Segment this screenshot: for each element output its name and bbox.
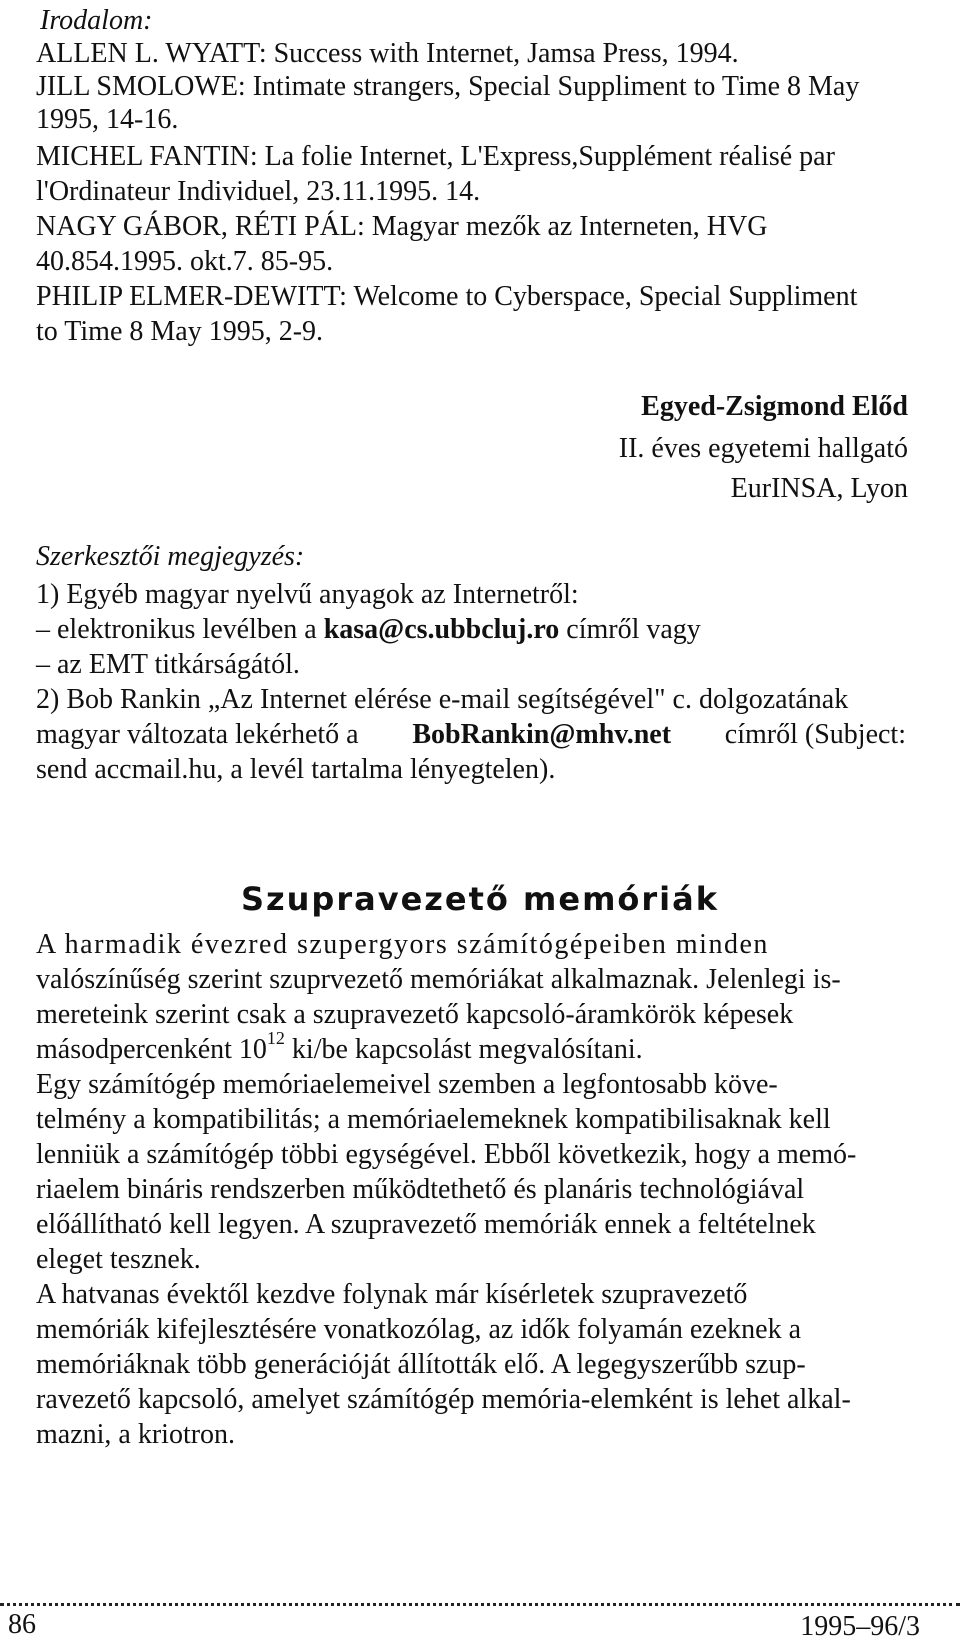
reference-line: NAGY GÁBOR, RÉTI PÁL: Magyar mezők az Interneten, HVG <box>36 211 768 242</box>
author-name: Egyed-Zsigmond Előd <box>641 391 908 422</box>
article-title: Szupravezető memóriák <box>240 880 720 918</box>
power-prefix: másodpercenként 10 <box>36 1034 267 1065</box>
article-paragraph-1-line-1: A harmadik évezred szupergyors számítógépeiben minden <box>36 929 769 960</box>
editor-note-item-2-line-2 <box>36 718 906 752</box>
exponent: 12 <box>266 1027 285 1048</box>
article-paragraph-3-line-3: memóriáknak több generációját állították elő. A legegyszerűbb szup- <box>36 1349 806 1380</box>
editor-note-bullet-1 <box>36 613 701 647</box>
references-heading: Irodalom: <box>40 5 153 36</box>
reference-line: MICHEL FANTIN: La folie Internet, L'Express,Supplément réalisé par <box>36 141 835 172</box>
page-number: 86 <box>8 1609 36 1640</box>
article-paragraph-1-line-3: mereteink szerint csak a szupravezető kapcsoló-áramkörök képesek <box>36 999 794 1030</box>
reference-line: JILL SMOLOWE: Intimate strangers, Special Suppliment to Time 8 May <box>36 71 860 102</box>
editor-note-item-1: 1) Egyéb magyar nyelvű anyagok az Internetről: <box>36 579 579 610</box>
kasa-email-link[interactable]: kasa@cs.ubbcluj.ro <box>323 614 560 645</box>
article-paragraph-2-line-2: telmény a kompatibilitás; a memóriaelemeknek kompatibilisaknak kell <box>36 1104 831 1135</box>
editor-note-heading: Szerkesztői megjegyzés: <box>36 541 305 572</box>
reference-line: PHILIP ELMER-DEWITT: Welcome to Cyberspace, Special Suppliment <box>36 281 858 312</box>
reference-line: 40.854.1995. okt.7. 85-95. <box>36 246 334 277</box>
bullet-1-prefix: – elektronikus levélben a <box>36 614 324 645</box>
bullet-1-suffix: címről vagy <box>559 614 701 645</box>
footer-divider <box>0 1603 960 1609</box>
article-paragraph-1-line-2: valószínűség szerint szuprvezető memóriákat alkalmaznak. Jelenlegi is- <box>36 964 841 995</box>
power-suffix: ki/be kapcsolást megvalósítani. <box>284 1034 643 1065</box>
issue-number: 1995–96/3 <box>800 1611 920 1642</box>
article-paragraph-2-line-3: lenniük a számítógép többi egységével. Ebből következik, hogy a memó- <box>36 1139 857 1170</box>
article-paragraph-2-line-5: előállítható kell legyen. A szupravezető memóriák ennek a feltételnek <box>36 1209 816 1240</box>
article-paragraph-1-line-4 <box>36 1027 643 1067</box>
article-paragraph-3-line-2: memóriák kifejlesztésére vonatkozólag, az idők folyamán ezeknek a <box>36 1314 801 1345</box>
reference-line: to Time 8 May 1995, 2-9. <box>36 316 324 347</box>
reference-line: l'Ordinateur Individuel, 23.11.1995. 14. <box>36 176 481 207</box>
editor-note-item-2-line-3: send accmail.hu, a levél tartalma lényegtelen). <box>36 754 556 785</box>
article-paragraph-3-line-5: mazni, a kriotron. <box>36 1419 236 1450</box>
article-paragraph-2-line-6: eleget tesznek. <box>36 1244 201 1275</box>
reference-line: 1995, 14-16. <box>36 104 179 135</box>
reference-line: ALLEN L. WYATT: Success with Internet, Jamsa Press, 1994. <box>36 38 739 69</box>
editor-note-item-2: 2) Bob Rankin „Az Internet elérése e-mail segítségével" c. dolgozatának <box>36 684 849 715</box>
article-paragraph-3-line-4: ravezető kapcsoló, amelyet számítógép memória-elemként is lehet alkal- <box>36 1384 851 1415</box>
article-paragraph-2-line-1: Egy számítógép memóriaelemeivel szemben a legfontosabb köve- <box>36 1069 778 1100</box>
bobrankin-email-link[interactable]: BobRankin@mhv.net <box>412 719 672 750</box>
item-2-suffix: címről (Subject: <box>717 719 906 750</box>
article-paragraph-3-line-1: A hatvanas évektől kezdve folynak már kísérletek szupravezető <box>36 1279 748 1310</box>
item-2-prefix: magyar változata lekérhető a <box>36 719 366 750</box>
editor-note-bullet-2: – az EMT titkárságától. <box>36 649 300 680</box>
author-role: II. éves egyetemi hallgató <box>618 433 908 464</box>
author-affiliation: EurINSA, Lyon <box>730 473 908 504</box>
article-paragraph-2-line-4: riaelem bináris rendszerben működtethető és planáris technológiával <box>36 1174 805 1205</box>
